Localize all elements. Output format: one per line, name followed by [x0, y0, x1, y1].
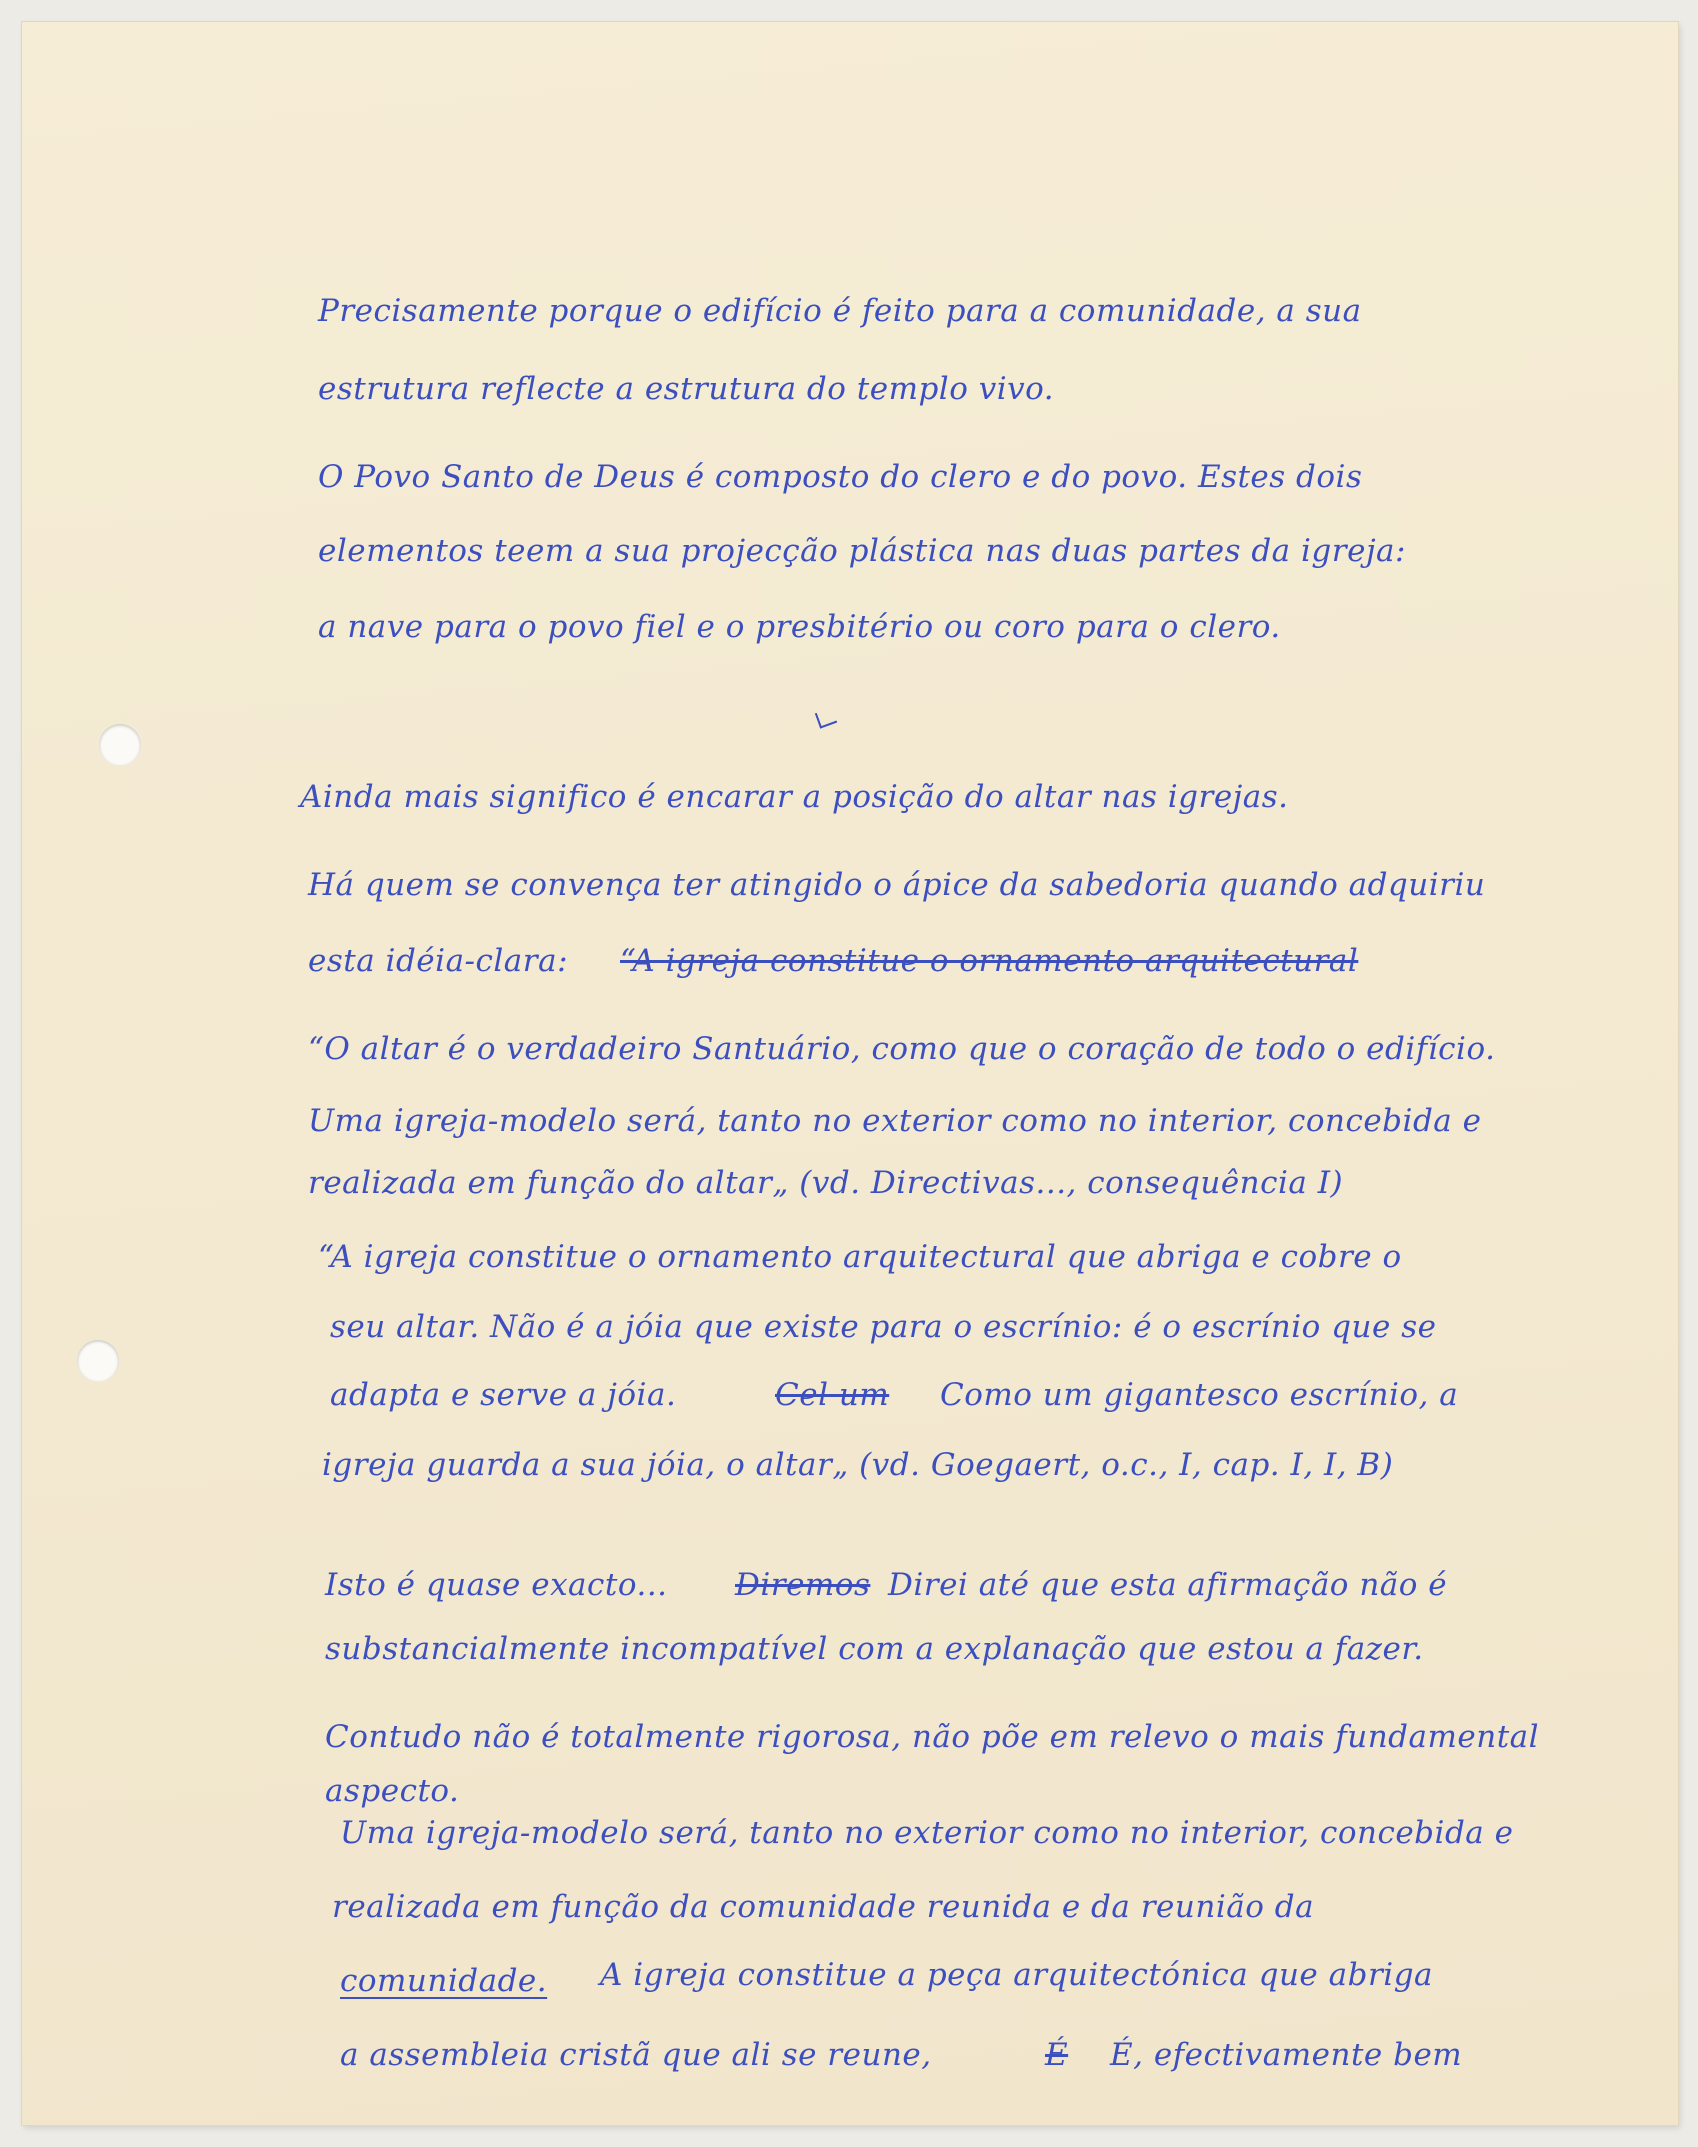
handwritten-line: Contudo não é totalmente rigorosa, não põe em relevo o mais fundamental — [325, 1719, 1540, 1755]
handwritten-line: Como um gigantesco escrínio, a — [940, 1377, 1459, 1413]
handwritten-line: A igreja constitue a peça arquitectónica que abriga — [600, 1957, 1434, 1993]
handwritten-line: substancialmente incompatível com a explanação que estou a fazer. — [325, 1631, 1424, 1667]
handwritten-line: Precisamente porque o edifício é feito para a comunidade, a sua — [318, 293, 1362, 329]
handwritten-line: “A igreja constitue o ornamento arquitectural que abriga e cobre o — [318, 1239, 1402, 1275]
manuscript-page — [22, 22, 1678, 2125]
struck-out-text: Diremos — [735, 1567, 871, 1603]
punch-hole-lower — [77, 1340, 119, 1382]
handwritten-line: realizada em função da comunidade reunida e da reunião da — [332, 1889, 1315, 1925]
handwritten-line: Isto é quase exacto... — [325, 1567, 668, 1603]
handwritten-line: Há quem se convença ter atingido o ápice da sabedoria quando adquiriu — [308, 867, 1486, 903]
handwritten-line: seu altar. Não é a jóia que existe para o escrínio: é o escrínio que se — [330, 1309, 1437, 1345]
handwritten-line: Ainda mais significo é encarar a posição do altar nas igrejas. — [300, 779, 1289, 815]
handwritten-line: esta idéia-clara: — [308, 943, 569, 979]
handwritten-line: Uma igreja-modelo será, tanto no exterior como no interior, concebida e — [308, 1103, 1482, 1139]
struck-out-text: Cel um — [775, 1377, 890, 1413]
handwritten-line: O Povo Santo de Deus é composto do clero e do povo. Estes dois — [318, 459, 1363, 495]
handwritten-line: adapta e serve a jóia. — [330, 1377, 677, 1413]
handwritten-line: a assembleia cristã que ali se reune, — [340, 2037, 932, 2073]
struck-out-text: É — [1045, 2037, 1069, 2073]
tick-mark — [815, 707, 837, 728]
punch-hole-upper — [99, 724, 141, 766]
handwritten-line: igreja guarda a sua jóia, o altar„ (vd. Goegaert, o.c., I, cap. I, I, B) — [322, 1447, 1394, 1483]
handwritten-line: a nave para o povo fiel e o presbitério ou coro para o clero. — [318, 609, 1281, 645]
handwritten-line: “O altar é o verdadeiro Santuário, como que o coração de todo o edifício. — [308, 1031, 1496, 1067]
handwritten-line: realizada em função do altar„ (vd. Directivas..., consequência I) — [308, 1165, 1344, 1201]
handwritten-line: aspecto. — [325, 1773, 460, 1809]
handwritten-line: elementos teem a sua projecção plástica nas duas partes da igreja: — [318, 533, 1406, 569]
handwritten-line: estrutura reflecte a estrutura do templo vivo. — [318, 371, 1055, 407]
struck-out-text: “A igreja constitue o ornamento arquitectural — [620, 943, 1359, 979]
handwritten-line: Direi até que esta afirmação não é — [888, 1567, 1448, 1603]
handwritten-line: comunidade. — [340, 1963, 548, 1999]
handwritten-line: Uma igreja-modelo será, tanto no exterior como no interior, concebida e — [340, 1815, 1514, 1851]
handwritten-line: É, efectivamente bem — [1110, 2037, 1463, 2073]
